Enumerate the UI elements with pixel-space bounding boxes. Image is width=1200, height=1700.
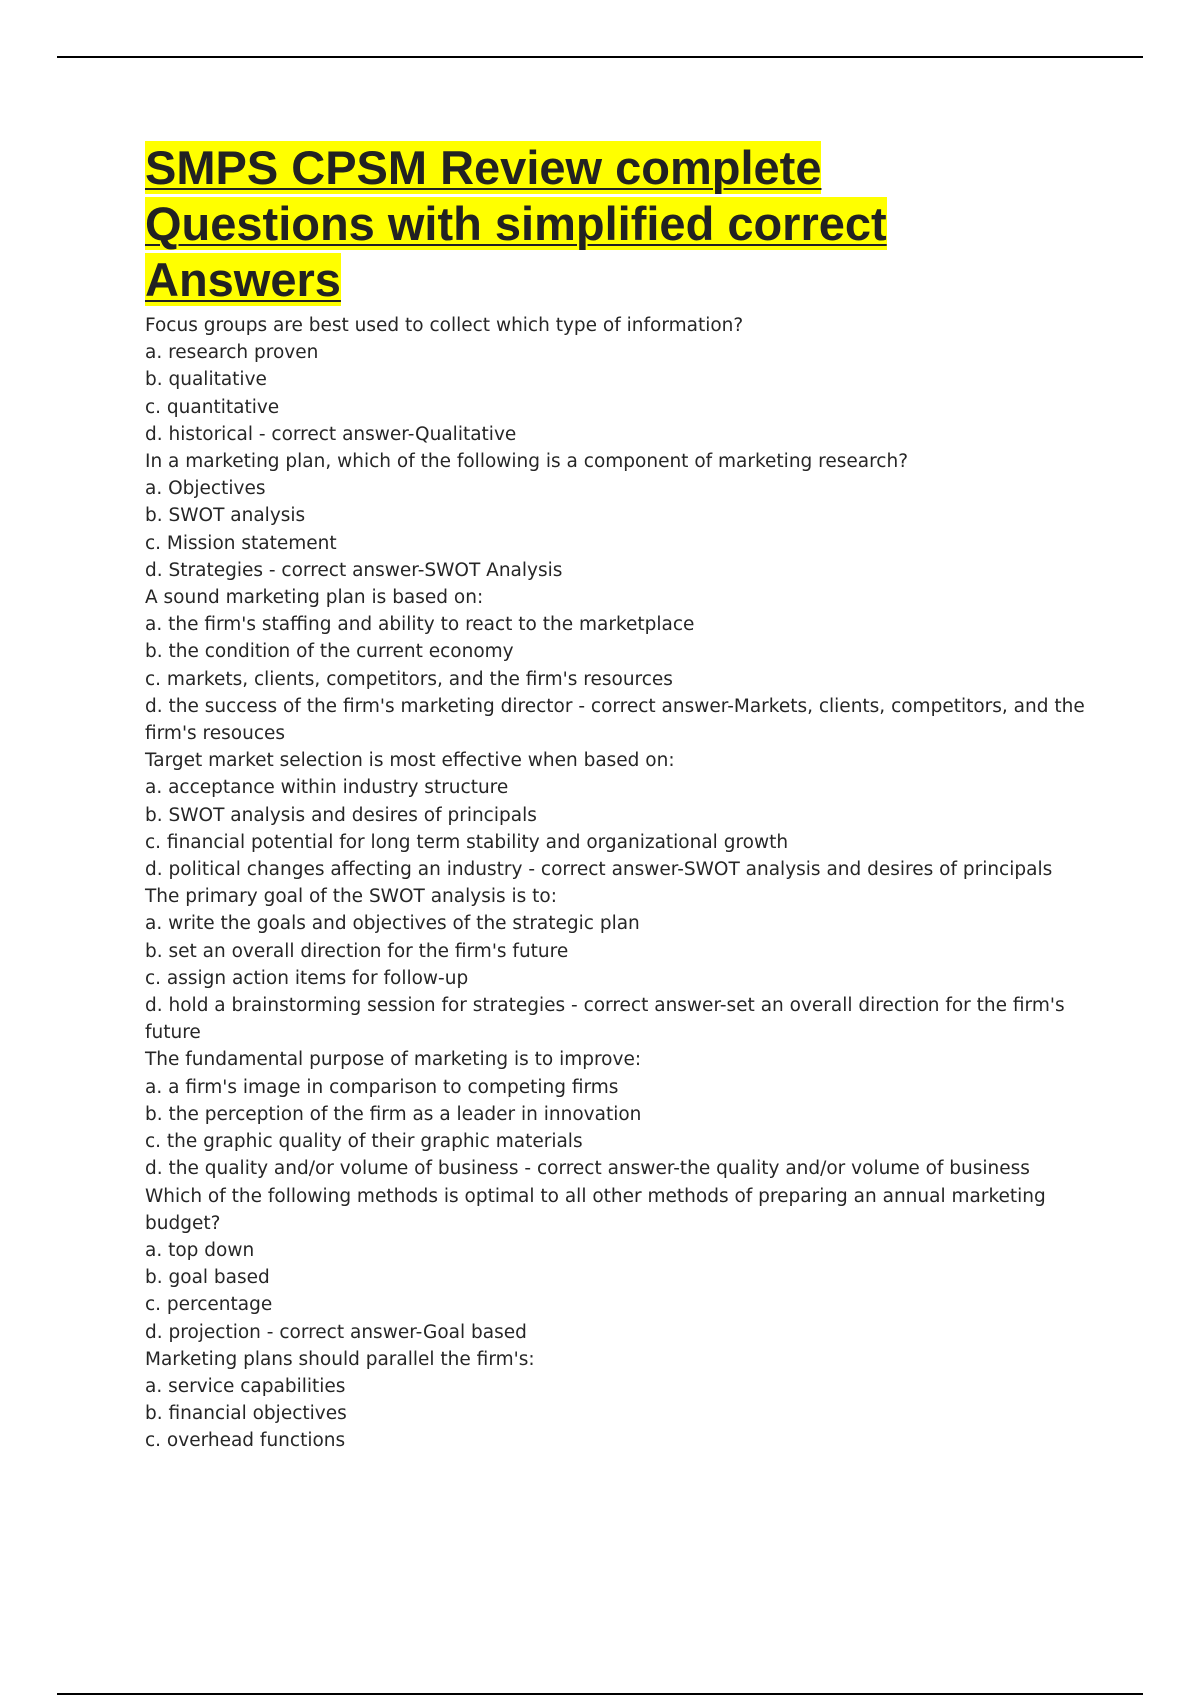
answer-option: b. SWOT analysis [145, 505, 306, 527]
answer-option: d. historical - correct answer-Qualitative [145, 423, 517, 445]
question-text: Target market selection is most effective when based on: [145, 750, 675, 772]
question-text: Which of the following methods is optimal to all other methods of preparing an annual marketing budget? [145, 1185, 1046, 1234]
question-block [145, 312, 1085, 448]
document-title [145, 140, 1085, 308]
answer-option: a. the firm's staffing and ability to react to the marketplace [145, 614, 695, 636]
answer-option: c. financial potential for long term stability and organizational growth [145, 831, 789, 853]
answer-option: a. research proven [145, 342, 319, 364]
answer-option: b. qualitative [145, 369, 267, 391]
answer-option: c. quantitative [145, 396, 280, 418]
question-text: A sound marketing plan is based on: [145, 587, 484, 609]
answer-option: c. overhead functions [145, 1430, 346, 1452]
bottom-rule [57, 1693, 1143, 1695]
answer-option: c. the graphic quality of their graphic materials [145, 1131, 583, 1153]
question-text: In a marketing plan, which of the following is a component of marketing research? [145, 451, 909, 473]
answer-option: a. write the goals and objectives of the strategic plan [145, 913, 640, 935]
answer-option: c. assign action items for follow-up [145, 967, 469, 989]
title-line-1: SMPS CPSM Review complete [145, 141, 822, 194]
question-block [145, 747, 1085, 883]
answer-option: d. the quality and/or volume of business - correct answer-the quality and/or volume of business [145, 1158, 1030, 1180]
question-block [145, 1346, 1085, 1455]
answer-option: b. the condition of the current economy [145, 641, 514, 663]
answer-option: c. markets, clients, competitors, and the firm's resources [145, 668, 673, 690]
answer-option: c. Mission statement [145, 532, 337, 554]
answer-option: c. percentage [145, 1294, 273, 1316]
question-text: The primary goal of the SWOT analysis is to: [145, 886, 557, 908]
top-rule [57, 56, 1143, 58]
answer-option: b. set an overall direction for the firm's future [145, 940, 569, 962]
question-text: Marketing plans should parallel the firm's: [145, 1348, 535, 1370]
answer-option: a. a firm's image in comparison to competing firms [145, 1076, 619, 1098]
answer-option: a. Objectives [145, 478, 266, 500]
question-text: Focus groups are best used to collect which type of information? [145, 315, 744, 336]
answer-option: d. the success of the firm's marketing director - correct answer-Markets, clients, competitors, and the firm's resouces [145, 695, 1085, 745]
answer-option: d. hold a brainstorming session for strategies - correct answer-set an overall direction for the firm's future [145, 995, 1065, 1044]
answer-option: d. projection - correct answer-Goal based [145, 1321, 527, 1343]
title-line-3: Answers [145, 253, 341, 306]
question-block [145, 448, 1085, 584]
answer-option: b. goal based [145, 1267, 270, 1289]
answer-option: a. top down [145, 1239, 255, 1261]
answer-option: b. financial objectives [145, 1403, 347, 1425]
question-block [145, 883, 1085, 1046]
question-block [145, 1046, 1085, 1182]
answer-option: b. the perception of the firm as a leader in innovation [145, 1103, 642, 1125]
title-line-2: Questions with simplified correct [145, 197, 887, 250]
answer-option: d. Strategies - correct answer-SWOT Analysis [145, 559, 563, 581]
question-text: The fundamental purpose of marketing is to improve: [145, 1049, 642, 1071]
answer-option: b. SWOT analysis and desires of principals [145, 804, 537, 826]
answer-option: a. acceptance within industry structure [145, 777, 509, 799]
question-block [145, 584, 1085, 747]
document-body [145, 140, 1085, 1455]
answer-option: a. service capabilities [145, 1375, 346, 1397]
question-block [145, 1183, 1085, 1346]
answer-option: d. political changes affecting an industry - correct answer-SWOT analysis and desires of principals [145, 859, 1053, 881]
